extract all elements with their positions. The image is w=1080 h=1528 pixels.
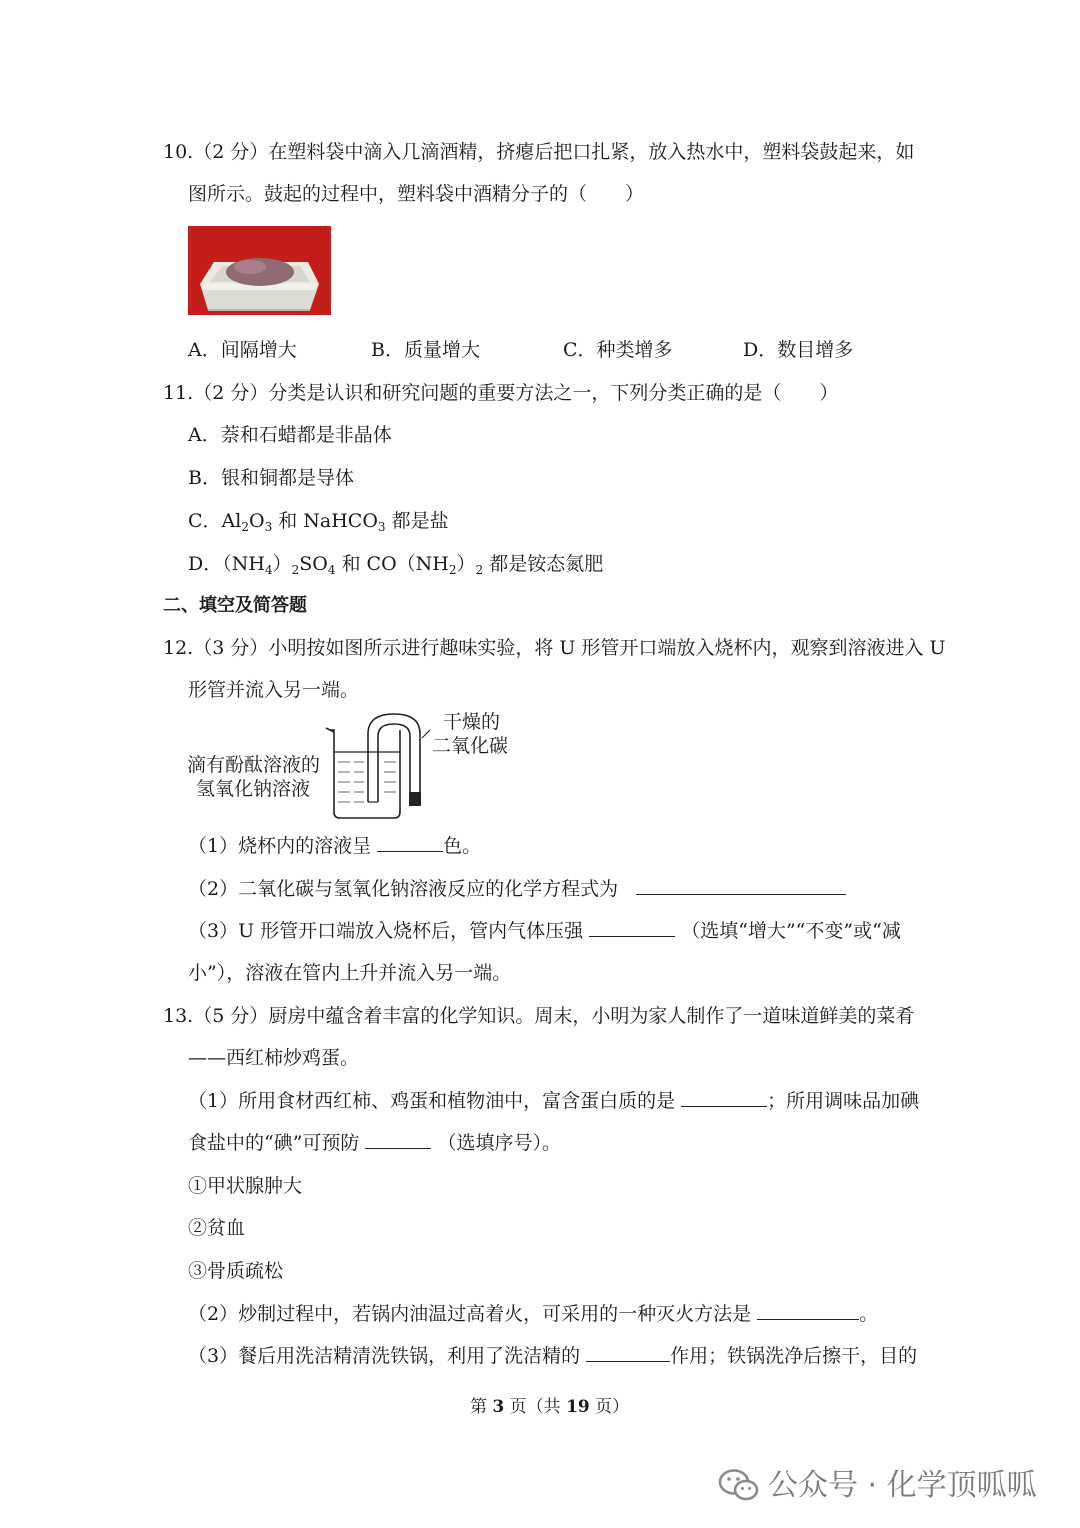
q10-option-c: C．种类增多: [563, 339, 673, 361]
q11-option-a: A．萘和石蜡都是非晶体: [188, 424, 392, 446]
q11-option-d: D．$(NH_4)_2SO_4$ 和 $CO(NH_2)_2$ 都是铵态氮肥: [188, 553, 604, 577]
q13-stem-line2: ——西红柿炒鸡蛋。: [188, 1047, 360, 1069]
q13-part2: （2）炒制过程中，若锅内油温过高着火，可采用的一种灭火方法是 。: [188, 1303, 879, 1325]
q10-stem-line2: 图所示。鼓起的过程中，塑料袋中酒精分子的（ ）: [188, 183, 645, 205]
blank-line: [377, 850, 443, 852]
blank-line: [636, 893, 846, 895]
fig-label-phenolphthalein: 滴有酚酞溶液的: [187, 754, 321, 776]
q11-option-c: C．$Al_2O_3$ 和 NaHCO$_3$ 都是盐: [188, 510, 449, 534]
q13-part1-cont: 食盐中的“碘”可预防 （选填序号）。: [188, 1132, 562, 1154]
wechat-icon: [718, 1468, 760, 1502]
fig-label-co2: 二氧化碳: [432, 735, 509, 757]
q10-option-d: D．数目增多: [743, 339, 854, 361]
page-footer: 第 3 页（共 19 页）: [470, 1397, 630, 1417]
plastic-bag-photo: [188, 226, 331, 315]
blank-line: [681, 1105, 767, 1107]
q12-part1: （1）烧杯内的溶液呈 色。: [188, 835, 482, 857]
section-heading: 二、填空及简答题: [163, 595, 307, 616]
fig-label-naoh: 氢氧化钠溶液: [196, 778, 311, 800]
blank-line: [589, 935, 675, 937]
blank-line: [586, 1360, 670, 1362]
q13-choice-2: ②贫血: [188, 1217, 246, 1239]
fig-label-dry: 干燥的: [443, 711, 501, 733]
q13-part3: （3）餐后用洗洁精清洗铁锅，利用了洗洁精的 作用；铁锅洗净后擦干，目的: [188, 1345, 918, 1367]
watermark-text: 公众号 · 化学顶呱呱: [768, 1468, 1037, 1503]
q12-part3: （3）U 形管开口端放入烧杯后，管内气体压强 （选填“增大”“不变”或“减: [188, 920, 901, 942]
q13-choice-3: ③骨质疏松: [188, 1260, 284, 1282]
u-tube-diagram: [320, 708, 430, 824]
q11-option-b: B．银和铜都是导体: [188, 467, 354, 489]
q12-stem-line2: 形管并流入另一端。: [188, 679, 360, 701]
q13-part1: （1）所用食材西红柿、鸡蛋和植物油中，富含蛋白质的是 ；所用调味品加碘: [188, 1090, 920, 1112]
blank-line: [757, 1318, 859, 1320]
q12-part3-cont: 小”），溶液在管内上升并流入另一端。: [188, 962, 512, 984]
blank-line: [365, 1147, 431, 1149]
q12-part2: （2）二氧化碳与氢氧化钠溶液反应的化学方程式为: [188, 880, 846, 899]
q13-stem-line1: 13.（5 分）厨房中蕴含着丰富的化学知识。周末，小明为家人制作了一道味道鲜美的菜肴: [163, 1005, 915, 1027]
q11-stem: 11.（2 分）分类是认识和研究问题的重要方法之一，下列分类正确的是（ ）: [163, 382, 839, 404]
q12-stem-line1: 12.（3 分）小明按如图所示进行趣味实验，将 U 形管开口端放入烧杯内，观察到溶液进入 U: [163, 637, 946, 659]
q10-option-a: A．间隔增大: [188, 339, 297, 361]
q13-choice-1: ①甲状腺肿大: [188, 1175, 303, 1197]
q10-option-b: B．质量增大: [371, 339, 480, 361]
q10-stem-line1: 10.（2 分）在塑料袋中滴入几滴酒精，挤瘪后把口扎紧，放入热水中，塑料袋鼓起来，如: [163, 141, 915, 163]
